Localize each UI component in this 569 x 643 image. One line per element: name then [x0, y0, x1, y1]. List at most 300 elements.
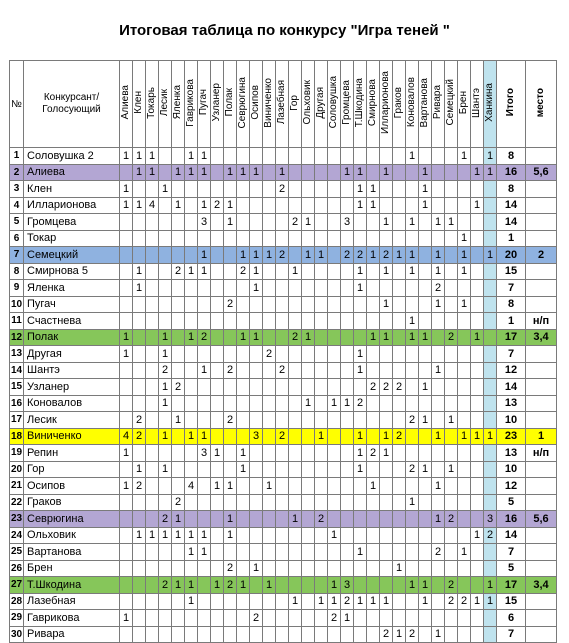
vote-cell: 4	[120, 428, 133, 445]
contestant-name: Смирнова 5	[24, 263, 120, 280]
vote-cell	[406, 593, 419, 610]
vote-cell: 2	[159, 511, 172, 528]
vote-cell: 2	[341, 593, 354, 610]
vote-cell: 1	[185, 164, 198, 181]
vote-cell: 1	[133, 148, 146, 165]
vote-cell	[406, 560, 419, 577]
vote-cell: 2	[380, 379, 393, 396]
vote-cell	[263, 148, 276, 165]
vote-cell	[471, 379, 484, 396]
vote-cell: 2	[393, 428, 406, 445]
vote-cell	[315, 626, 328, 643]
vote-cell	[289, 478, 302, 495]
vote-cell: 1	[263, 577, 276, 594]
vote-cell	[263, 511, 276, 528]
vote-cell	[432, 494, 445, 511]
vote-cell	[276, 346, 289, 363]
vote-cell	[289, 577, 302, 594]
vote-cell	[315, 214, 328, 231]
vote-cell	[432, 395, 445, 412]
vote-cell	[354, 329, 367, 346]
vote-cell	[289, 379, 302, 396]
total-cell: 7	[497, 346, 526, 363]
vote-cell	[185, 247, 198, 264]
vote-cell: 1	[432, 296, 445, 313]
vote-cell	[315, 197, 328, 214]
vote-cell	[471, 494, 484, 511]
header-voter	[484, 61, 497, 148]
vote-cell	[484, 544, 497, 561]
vote-cell	[237, 181, 250, 198]
vote-cell	[185, 362, 198, 379]
vote-cell	[263, 461, 276, 478]
vote-cell: 1	[237, 577, 250, 594]
vote-cell	[250, 230, 263, 247]
vote-cell	[367, 511, 380, 528]
vote-cell	[276, 560, 289, 577]
vote-cell	[250, 181, 263, 198]
vote-cell	[276, 197, 289, 214]
vote-cell: 1	[341, 164, 354, 181]
vote-cell	[380, 230, 393, 247]
header-voter-label: Илларионова	[380, 71, 391, 134]
vote-cell	[354, 296, 367, 313]
vote-cell	[341, 478, 354, 495]
vote-cell	[224, 395, 237, 412]
header-voter-label: Смирнова	[367, 78, 378, 127]
vote-cell: 1	[458, 296, 471, 313]
vote-cell	[367, 494, 380, 511]
place-cell	[526, 280, 557, 297]
vote-cell	[302, 626, 315, 643]
vote-cell	[341, 313, 354, 330]
vote-cell	[380, 197, 393, 214]
vote-cell: 3	[250, 428, 263, 445]
vote-cell	[471, 313, 484, 330]
vote-cell	[445, 362, 458, 379]
vote-cell: 1	[354, 263, 367, 280]
vote-cell	[315, 544, 328, 561]
vote-cell	[380, 610, 393, 627]
vote-cell	[198, 593, 211, 610]
vote-cell	[419, 230, 432, 247]
vote-cell	[458, 181, 471, 198]
vote-cell	[185, 461, 198, 478]
row-number: 29	[10, 610, 24, 627]
place-cell	[526, 461, 557, 478]
vote-cell	[484, 560, 497, 577]
vote-cell: 1	[133, 280, 146, 297]
vote-cell	[211, 461, 224, 478]
vote-cell	[211, 395, 224, 412]
vote-cell	[146, 577, 159, 594]
vote-cell: 1	[445, 461, 458, 478]
vote-cell	[380, 148, 393, 165]
vote-cell: 1	[419, 412, 432, 429]
vote-cell	[393, 313, 406, 330]
vote-cell	[133, 544, 146, 561]
vote-cell	[367, 230, 380, 247]
vote-cell	[185, 560, 198, 577]
vote-cell: 1	[380, 445, 393, 462]
contestant-name: Громцева	[24, 214, 120, 231]
vote-cell	[198, 577, 211, 594]
vote-cell	[458, 610, 471, 627]
vote-cell: 1	[419, 461, 432, 478]
vote-cell	[146, 181, 159, 198]
vote-cell	[224, 280, 237, 297]
header-voter-label: Громцева	[341, 80, 352, 125]
vote-cell	[445, 313, 458, 330]
vote-cell	[328, 379, 341, 396]
vote-cell	[406, 164, 419, 181]
vote-cell	[484, 445, 497, 462]
vote-cell	[185, 346, 198, 363]
vote-cell	[120, 593, 133, 610]
vote-cell	[302, 148, 315, 165]
page-title: Итоговая таблица по конкурсу "Игра теней "	[119, 22, 450, 39]
row-number: 20	[10, 461, 24, 478]
vote-cell	[471, 461, 484, 478]
vote-cell	[276, 610, 289, 627]
vote-cell	[471, 626, 484, 643]
vote-cell	[432, 346, 445, 363]
vote-cell	[224, 445, 237, 462]
vote-cell	[380, 395, 393, 412]
table-row	[10, 577, 557, 594]
vote-cell: 1	[406, 214, 419, 231]
vote-cell	[328, 181, 341, 198]
vote-cell	[172, 478, 185, 495]
vote-cell: 1	[224, 478, 237, 495]
vote-cell	[276, 527, 289, 544]
row-number: 8	[10, 263, 24, 280]
vote-cell	[367, 313, 380, 330]
place-cell	[526, 593, 557, 610]
vote-cell	[458, 461, 471, 478]
vote-cell: 1	[185, 263, 198, 280]
vote-cell: 3	[198, 214, 211, 231]
vote-cell	[237, 428, 250, 445]
total-cell: 8	[497, 181, 526, 198]
vote-cell	[211, 164, 224, 181]
vote-cell	[237, 527, 250, 544]
vote-cell	[354, 313, 367, 330]
vote-cell	[211, 214, 224, 231]
vote-cell: 3	[198, 445, 211, 462]
vote-cell	[289, 544, 302, 561]
vote-cell: 1	[159, 527, 172, 544]
contestant-name: Другая	[24, 346, 120, 363]
vote-cell: 2	[432, 544, 445, 561]
vote-cell	[406, 445, 419, 462]
vote-cell: 1	[354, 346, 367, 363]
vote-cell: 1	[250, 247, 263, 264]
vote-cell	[315, 296, 328, 313]
total-cell: 7	[497, 626, 526, 643]
vote-cell	[250, 296, 263, 313]
vote-cell	[471, 610, 484, 627]
vote-cell: 2	[224, 577, 237, 594]
vote-cell	[250, 445, 263, 462]
vote-cell	[445, 296, 458, 313]
vote-cell: 1	[328, 395, 341, 412]
vote-cell: 3	[341, 577, 354, 594]
contestant-name: Лазебная	[24, 593, 120, 610]
vote-cell	[159, 412, 172, 429]
table-row	[10, 544, 557, 561]
header-place	[526, 61, 557, 148]
vote-cell: 1	[159, 181, 172, 198]
vote-cell: 2	[354, 247, 367, 264]
vote-cell: 2	[172, 494, 185, 511]
vote-cell	[380, 478, 393, 495]
vote-cell	[172, 362, 185, 379]
vote-cell	[380, 527, 393, 544]
vote-cell	[484, 214, 497, 231]
vote-cell	[250, 412, 263, 429]
vote-cell	[484, 230, 497, 247]
vote-cell	[263, 445, 276, 462]
vote-cell	[419, 445, 432, 462]
vote-cell	[185, 181, 198, 198]
vote-cell: 1	[445, 214, 458, 231]
vote-cell	[159, 247, 172, 264]
vote-cell	[458, 395, 471, 412]
vote-cell	[237, 346, 250, 363]
vote-cell: 1	[198, 148, 211, 165]
vote-cell: 1	[315, 593, 328, 610]
vote-cell: 1	[185, 577, 198, 594]
place-cell	[526, 197, 557, 214]
vote-cell	[159, 610, 172, 627]
vote-cell	[484, 362, 497, 379]
header-voter	[120, 61, 133, 148]
vote-cell	[224, 263, 237, 280]
vote-cell	[419, 626, 432, 643]
vote-cell	[146, 230, 159, 247]
vote-cell: 1	[458, 247, 471, 264]
vote-cell: 2	[159, 577, 172, 594]
vote-cell	[471, 544, 484, 561]
vote-cell	[159, 197, 172, 214]
vote-cell	[185, 230, 198, 247]
vote-cell: 1	[276, 164, 289, 181]
vote-cell	[302, 593, 315, 610]
vote-cell	[120, 577, 133, 594]
vote-cell	[302, 230, 315, 247]
vote-cell	[367, 362, 380, 379]
vote-cell	[250, 494, 263, 511]
vote-cell	[211, 494, 224, 511]
vote-cell	[289, 461, 302, 478]
vote-cell	[198, 511, 211, 528]
vote-cell	[445, 610, 458, 627]
place-cell	[526, 362, 557, 379]
vote-cell	[159, 560, 172, 577]
vote-cell	[237, 313, 250, 330]
header-number: №	[10, 61, 24, 148]
vote-cell	[341, 181, 354, 198]
vote-cell	[185, 445, 198, 462]
vote-cell	[302, 577, 315, 594]
vote-cell	[289, 395, 302, 412]
vote-cell: 4	[185, 478, 198, 495]
vote-cell	[159, 494, 172, 511]
table-row	[10, 527, 557, 544]
vote-cell: 2	[432, 280, 445, 297]
row-number: 12	[10, 329, 24, 346]
vote-cell: 1	[406, 313, 419, 330]
vote-cell	[328, 626, 341, 643]
vote-cell: 1	[458, 544, 471, 561]
vote-cell	[159, 230, 172, 247]
vote-cell	[289, 197, 302, 214]
vote-cell	[445, 346, 458, 363]
place-cell	[526, 230, 557, 247]
vote-cell	[367, 428, 380, 445]
vote-cell: 1	[237, 461, 250, 478]
contestant-name: Шантэ	[24, 362, 120, 379]
vote-cell: 1	[133, 263, 146, 280]
vote-cell: 1	[406, 494, 419, 511]
vote-cell	[120, 230, 133, 247]
vote-cell	[224, 181, 237, 198]
vote-cell	[419, 478, 432, 495]
vote-cell	[380, 560, 393, 577]
vote-cell	[328, 494, 341, 511]
vote-cell	[211, 379, 224, 396]
place-cell	[526, 560, 557, 577]
table-row	[10, 445, 557, 462]
total-cell: 14	[497, 379, 526, 396]
vote-cell	[159, 214, 172, 231]
table-row	[10, 296, 557, 313]
vote-cell	[458, 197, 471, 214]
vote-cell	[289, 560, 302, 577]
vote-cell	[302, 560, 315, 577]
vote-cell	[250, 577, 263, 594]
vote-cell	[393, 478, 406, 495]
vote-cell: 1	[380, 296, 393, 313]
vote-cell	[393, 280, 406, 297]
vote-cell	[198, 346, 211, 363]
vote-cell	[237, 511, 250, 528]
vote-cell: 4	[146, 197, 159, 214]
vote-cell	[146, 626, 159, 643]
vote-cell	[198, 494, 211, 511]
vote-cell	[211, 544, 224, 561]
vote-cell	[328, 214, 341, 231]
vote-cell	[328, 445, 341, 462]
vote-cell: 1	[211, 445, 224, 462]
vote-cell	[237, 148, 250, 165]
vote-cell: 2	[289, 329, 302, 346]
vote-cell	[432, 412, 445, 429]
vote-cell	[471, 560, 484, 577]
header-total-label: Итого	[505, 88, 516, 117]
vote-cell	[458, 560, 471, 577]
vote-cell	[315, 329, 328, 346]
total-cell: 6	[497, 610, 526, 627]
vote-cell	[172, 445, 185, 462]
vote-cell	[328, 280, 341, 297]
vote-cell	[367, 296, 380, 313]
vote-cell	[393, 461, 406, 478]
place-cell: н/п	[526, 445, 557, 462]
header-voter-label: Вартанова	[419, 77, 430, 128]
vote-cell	[276, 230, 289, 247]
table-row	[10, 478, 557, 495]
vote-cell: 1	[172, 164, 185, 181]
vote-cell: 1	[432, 626, 445, 643]
header-voter-label: Т.Шкодина	[354, 77, 365, 128]
header-voter-label: Осипов	[250, 85, 261, 120]
vote-cell: 2	[341, 247, 354, 264]
vote-cell	[445, 181, 458, 198]
contestant-name: Узланер	[24, 379, 120, 396]
vote-cell	[224, 346, 237, 363]
row-number: 18	[10, 428, 24, 445]
row-number: 11	[10, 313, 24, 330]
vote-cell: 1	[133, 197, 146, 214]
vote-cell	[211, 610, 224, 627]
vote-cell	[432, 181, 445, 198]
contestant-name: Лесик	[24, 412, 120, 429]
header-voter-label: Севрюгина	[237, 76, 248, 129]
vote-cell: 1	[302, 329, 315, 346]
header-voter	[341, 61, 354, 148]
vote-cell	[354, 478, 367, 495]
vote-cell: 2	[224, 560, 237, 577]
vote-cell	[289, 527, 302, 544]
vote-cell	[263, 313, 276, 330]
vote-cell	[354, 379, 367, 396]
vote-cell	[380, 412, 393, 429]
vote-cell: 2	[445, 511, 458, 528]
vote-cell: 1	[185, 329, 198, 346]
vote-cell: 1	[393, 626, 406, 643]
vote-cell: 1	[393, 247, 406, 264]
vote-cell: 1	[367, 197, 380, 214]
vote-cell	[263, 263, 276, 280]
vote-cell	[250, 593, 263, 610]
total-cell: 20	[497, 247, 526, 264]
vote-cell	[419, 263, 432, 280]
vote-cell	[341, 296, 354, 313]
vote-cell	[159, 296, 172, 313]
vote-cell: 1	[211, 478, 224, 495]
vote-cell: 2	[458, 593, 471, 610]
vote-cell	[341, 461, 354, 478]
vote-cell	[302, 461, 315, 478]
place-cell	[526, 610, 557, 627]
vote-cell	[302, 296, 315, 313]
vote-cell: 1	[133, 527, 146, 544]
vote-cell: 1	[159, 379, 172, 396]
vote-cell	[432, 164, 445, 181]
place-cell: 5,6	[526, 164, 557, 181]
vote-cell: 1	[120, 181, 133, 198]
vote-cell	[120, 247, 133, 264]
vote-cell: 1	[289, 511, 302, 528]
vote-cell	[471, 280, 484, 297]
vote-cell	[367, 610, 380, 627]
total-cell: 1	[497, 230, 526, 247]
vote-cell	[159, 280, 172, 297]
header-voter-label: Ханкина	[484, 83, 495, 122]
table-row	[10, 395, 557, 412]
